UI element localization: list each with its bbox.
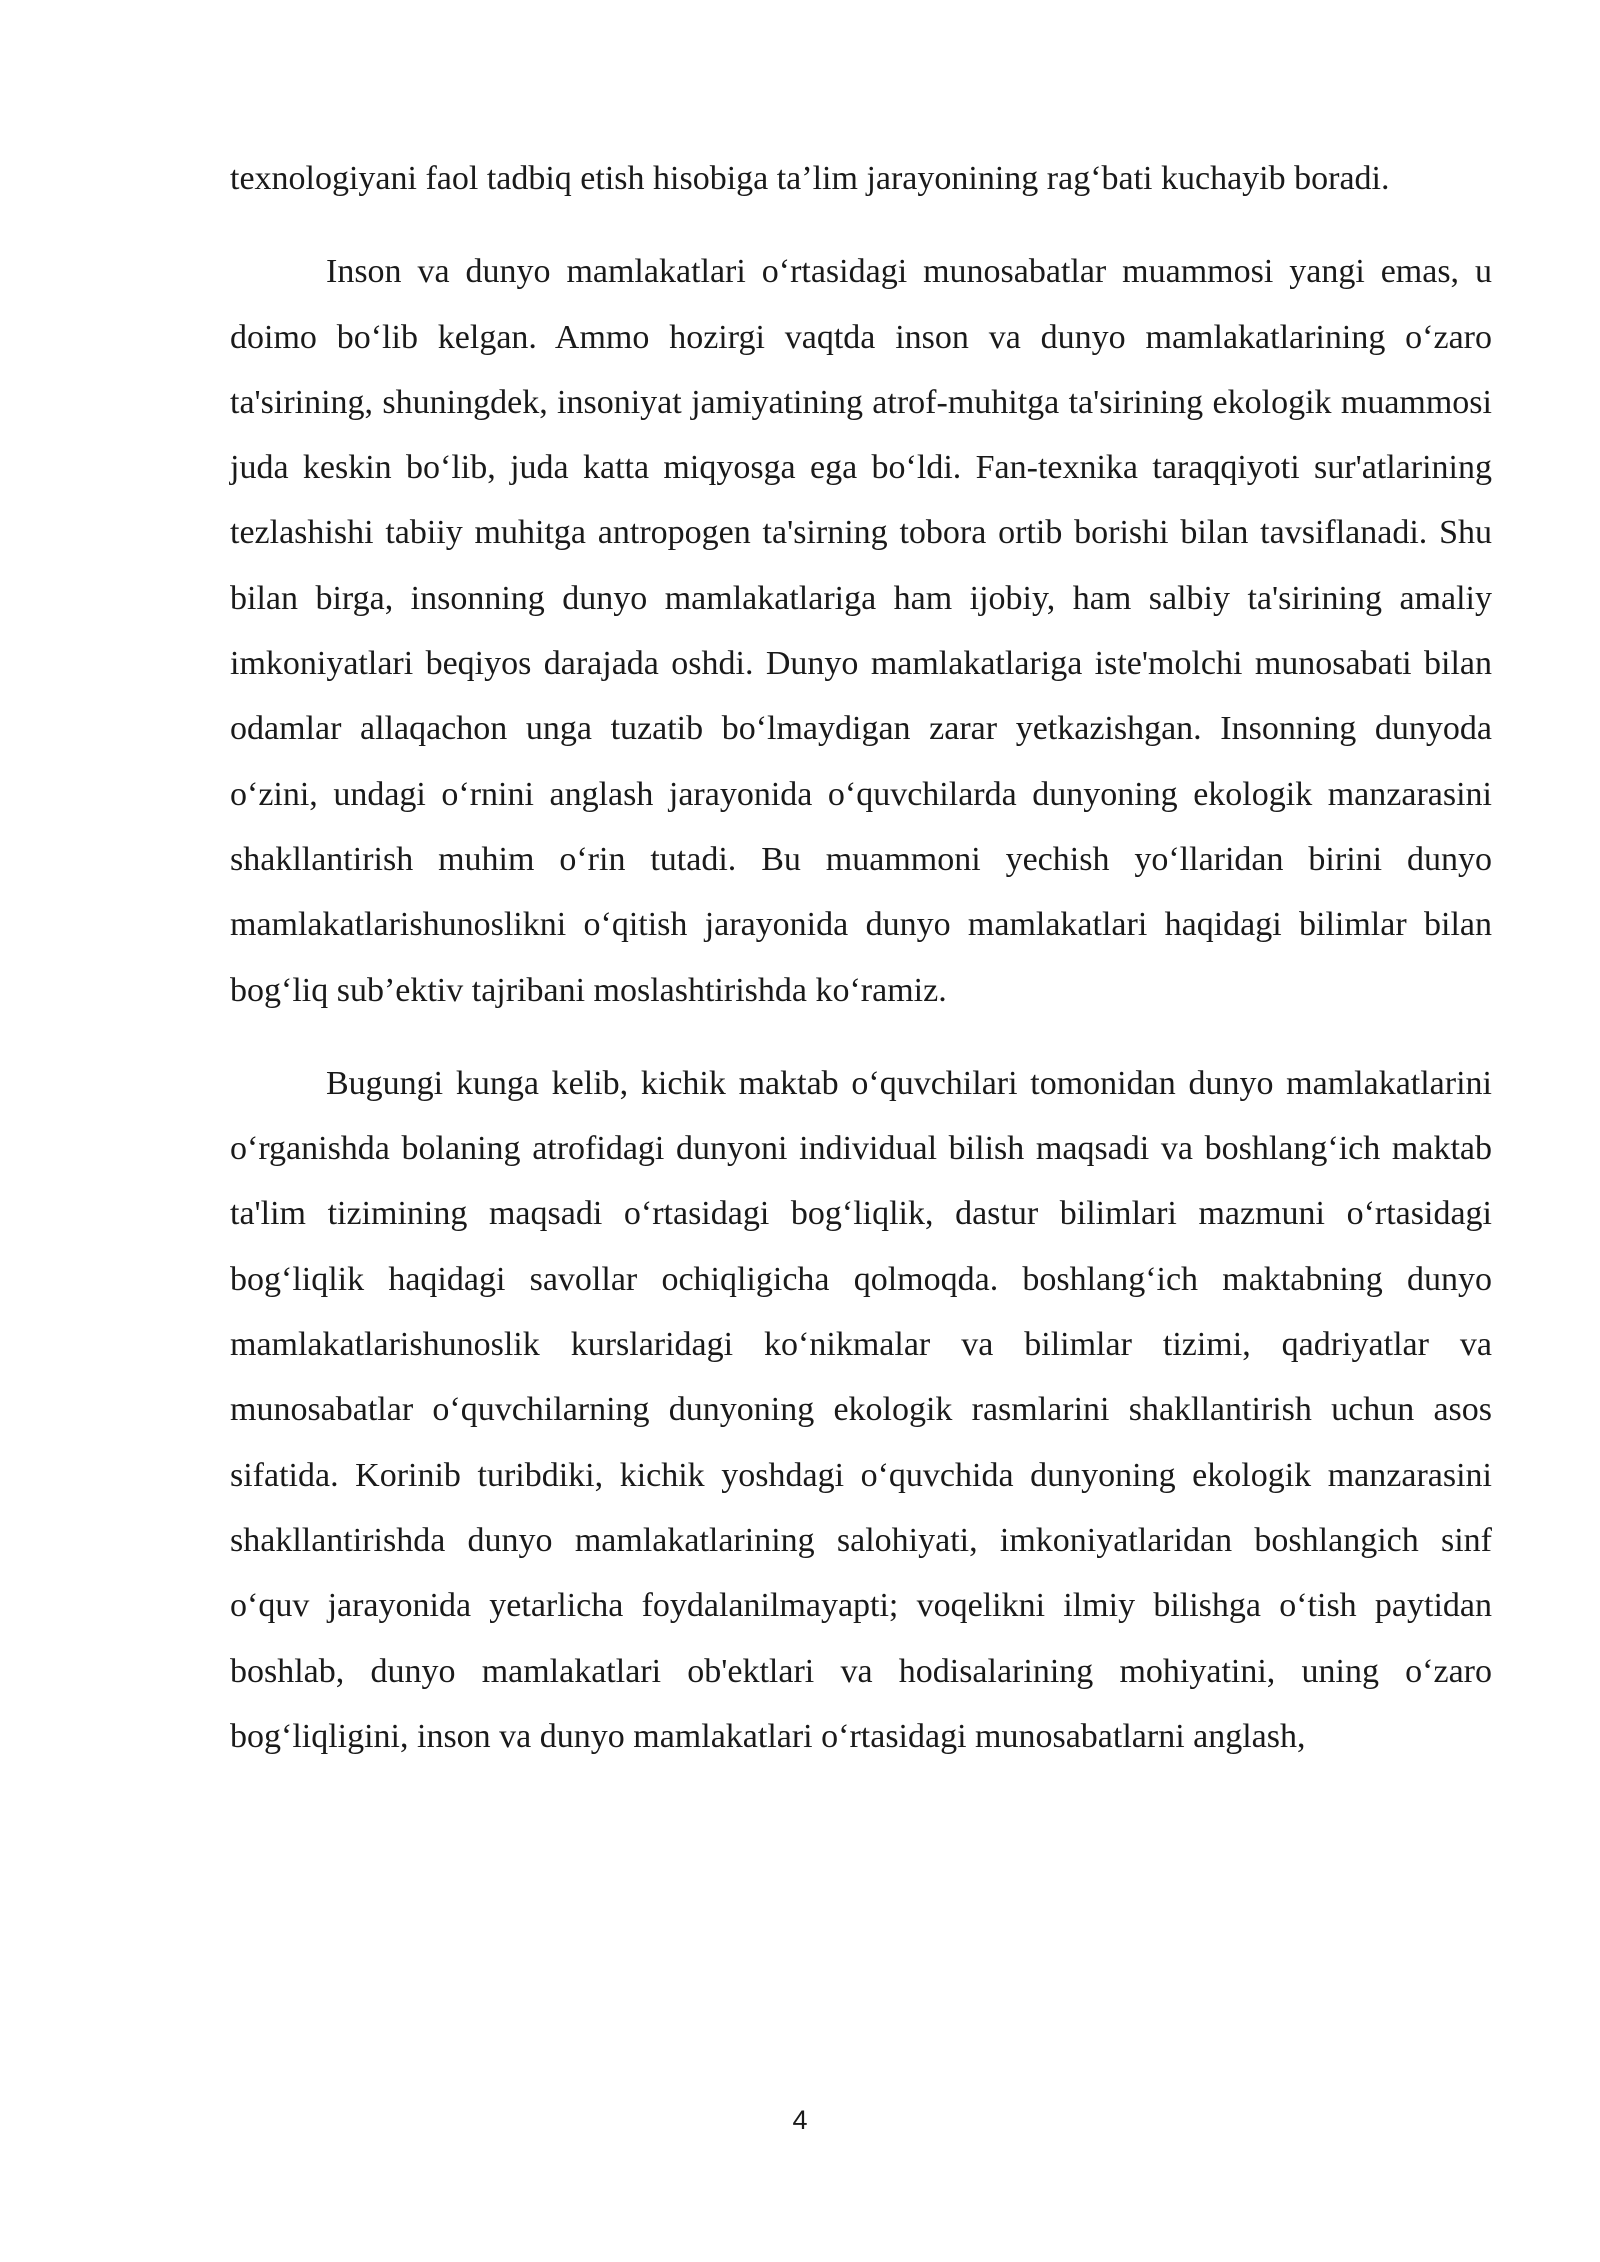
paragraph-continuation: texnologiyani faol tadbiq etish hisobiga ta’lim jarayonining rag‘bati kuchayib boradi. bbox=[230, 160, 1390, 197]
page-number: 4 bbox=[792, 2105, 808, 2135]
paragraph: Inson va dunyo mamlakatlari o‘rtasidagi munosabatlar muammosi yangi emas, u doimo bo‘lib kelgan. Ammo hozirgi vaqtda inson va dunyo mamlakatlarining o‘zaro ta'sirining, shuningdek, insoniyat jamiyatining atrof-muhitga ta'sirining ekologik muammosi juda keskin bo‘lib, juda katta miqyosga ega bo‘ldi. Fan-texnika taraqqiyoti sur'atlarining tezlashishi tabiiy muhitga antropogen ta'sirning tobora ortib borishi bilan tavsiflanadi. Shu bilan birga, insonning dunyo mamlakatlariga ham ijobiy, ham salbiy ta'sirining amaliy imkoniyatlari beqiyos darajada oshdi. Dunyo mamlakatlariga iste'molchi munosabati bilan odamlar allaqachon unga tuzatib bo‘lmaydigan zarar yetkazishgan. Insonning dunyoda o‘zini, undagi o‘rnini anglash jarayonida o‘quvchilarda dunyoning ekologik manzarasini shakllantirish muhim o‘rin tutadi. Bu muammoni yechish yo‘llaridan birini dunyo mamlakatlarishunoslikni o‘qitish jarayonida dunyo mamlakatlari haqidagi bilimlar bilan bog‘liq sub’ektiv tajribani moslashtirishda ko‘ramiz. bbox=[230, 253, 1492, 1009]
text-body bbox=[230, 146, 1492, 1769]
paragraph: Bugungi kunga kelib, kichik maktab o‘quvchilari tomonidan dunyo mamlakatlarini o‘rganishda bolaning atrofidagi dunyoni individual bilish maqsadi va boshlang‘ich maktab ta'lim tizimining maqsadi o‘rtasidagi bog‘liqlik, dastur bilimlari mazmuni o‘rtasidagi bog‘liqlik haqidagi savollar ochiqligicha qolmoqda. boshlang‘ich maktabning dunyo mamlakatlarishunoslik kurslaridagi ko‘nikmalar va bilimlar tizimi, qadriyatlar va munosabatlar o‘quvchilarning dunyoning ekologik rasmlarini shakllantirish uchun asos sifatida. Korinib turibdiki, kichik yoshdagi o‘quvchida dunyoning ekologik manzarasini shakllantirishda dunyo mamlakatlarining salohiyati, imkoniyatlaridan boshlangich sinf o‘quv jarayonida yetarlicha foydalanilmayapti; voqelikni ilmiy bilishga o‘tish paytidan boshlab, dunyo mamlakatlari ob'ektlari va hodisalarining mohiyatini, uning o‘zaro bog‘liqligini, inson va dunyo mamlakatlari o‘rtasidagi munosabatlarni anglash, bbox=[230, 1064, 1492, 1755]
